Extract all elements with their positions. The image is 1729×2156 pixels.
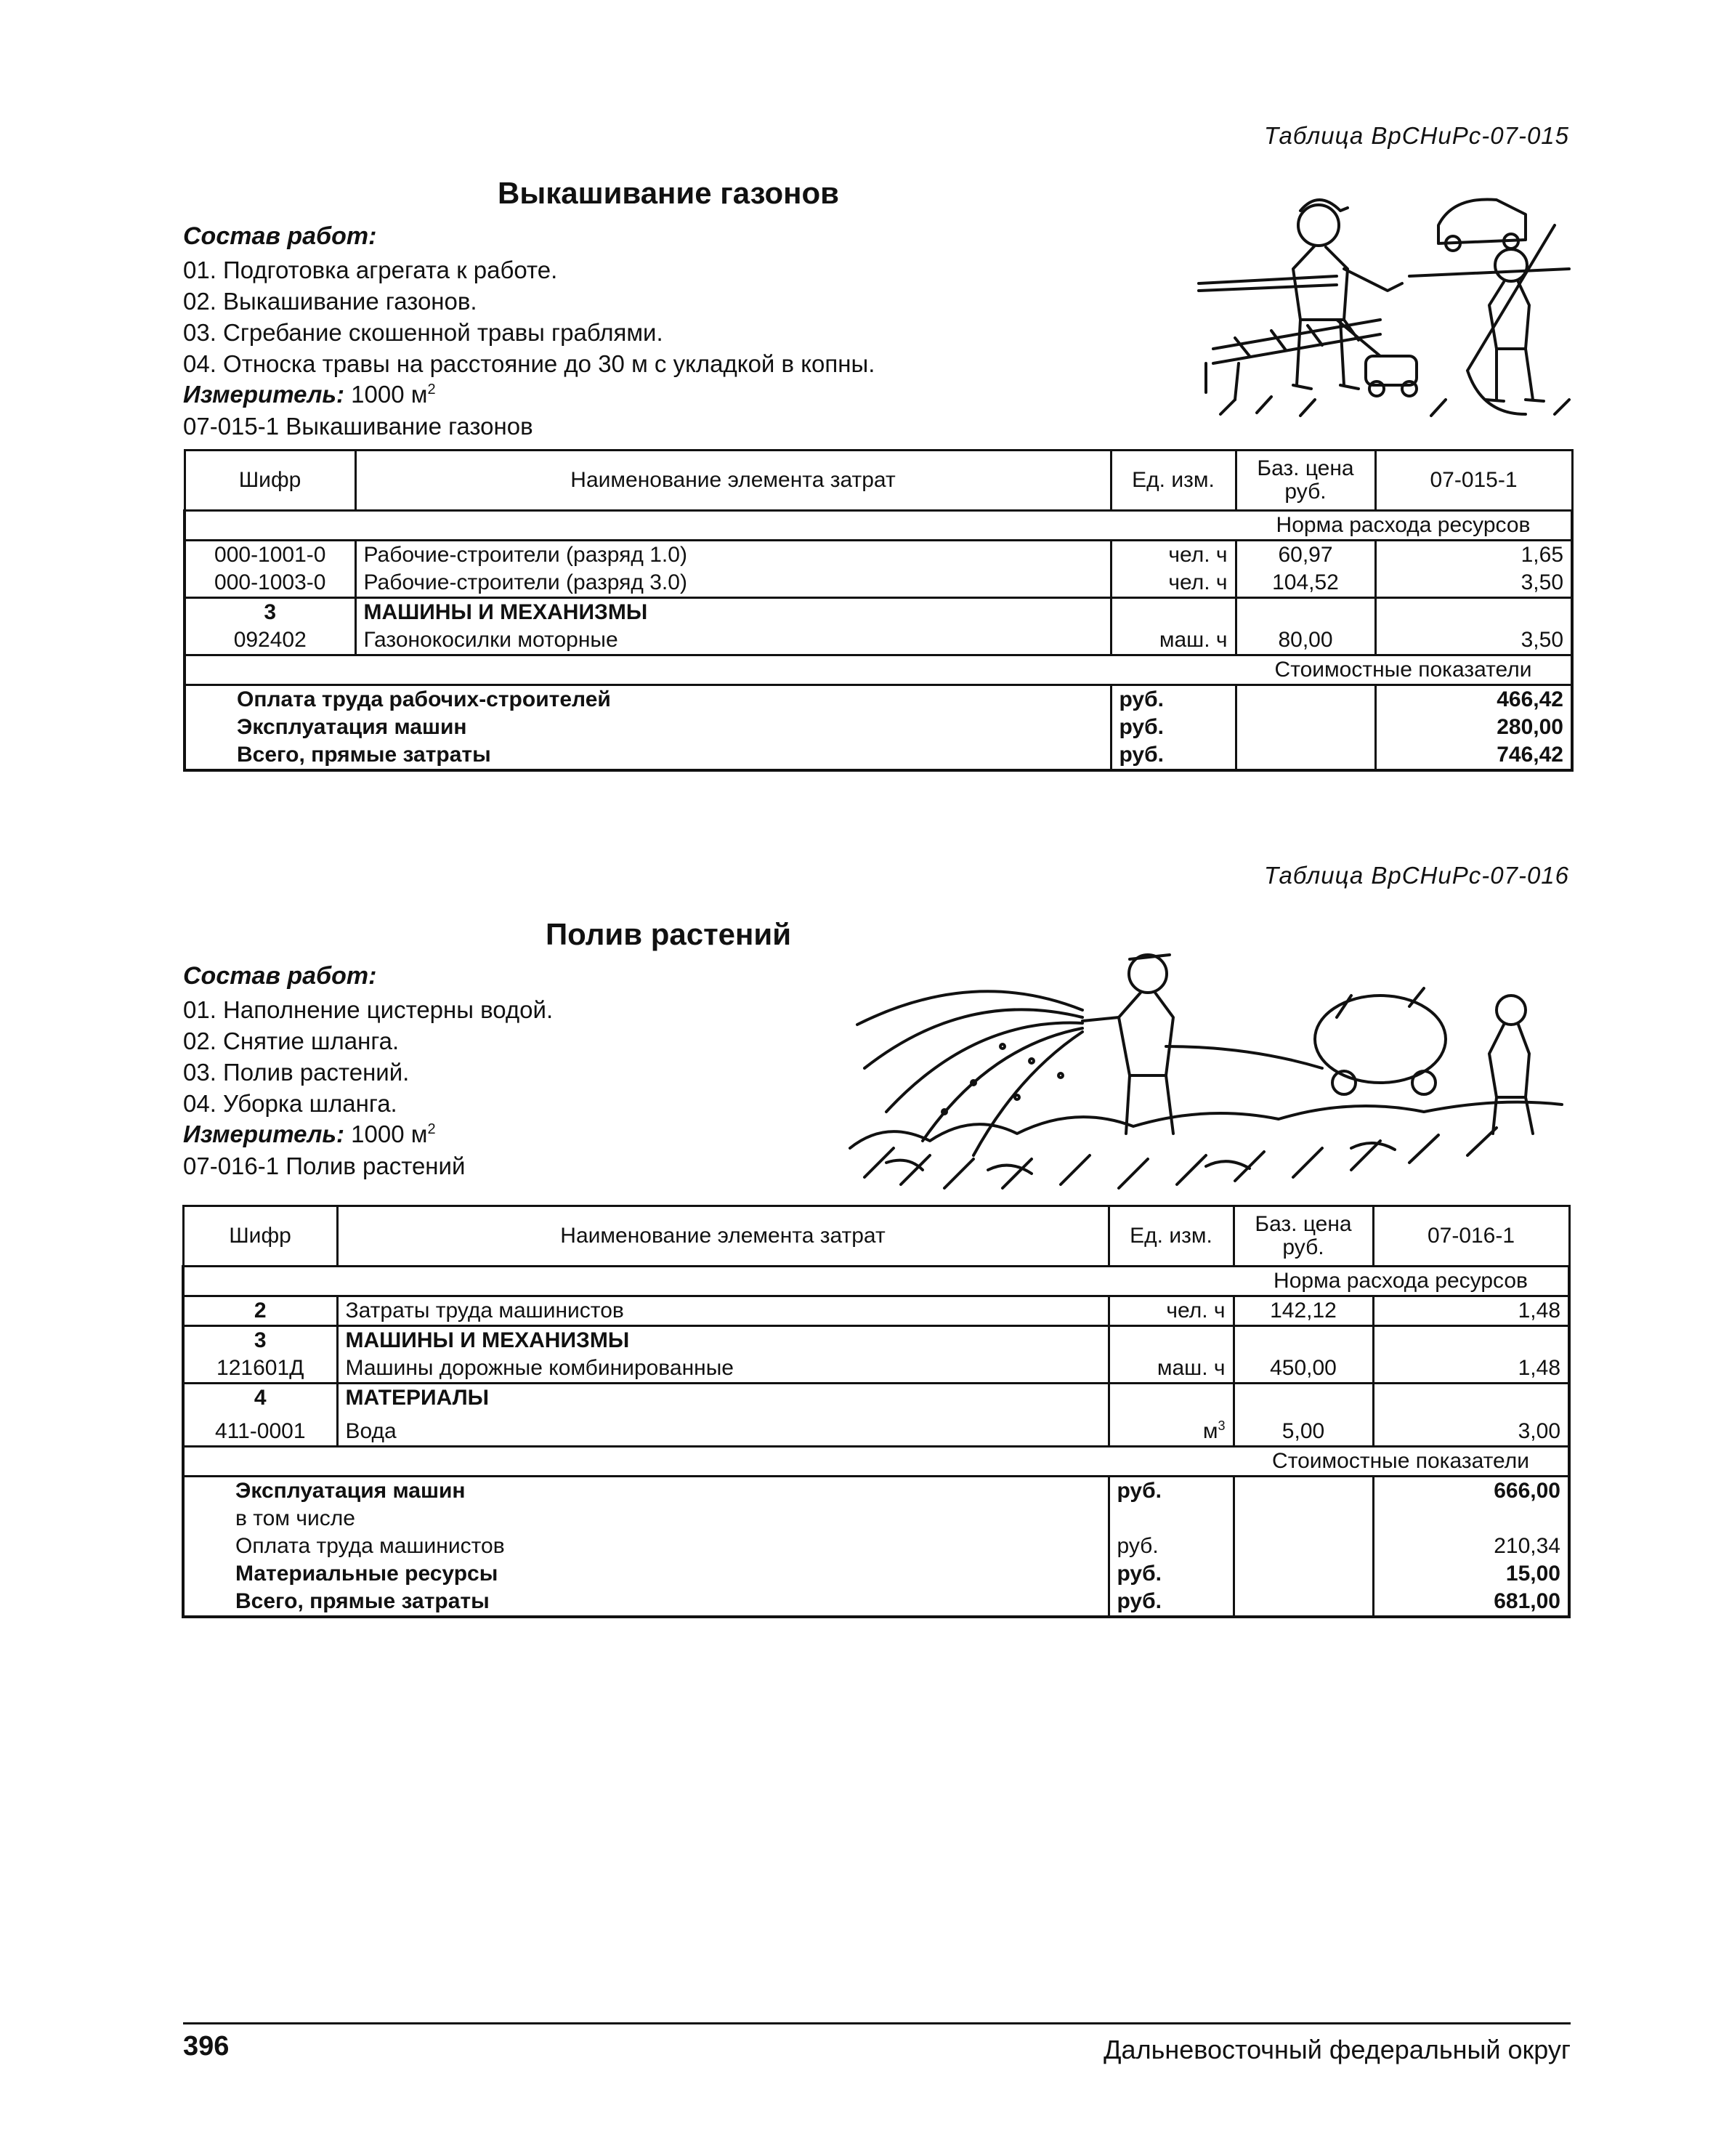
table-row — [183, 1354, 1569, 1384]
work-item: 01. Наполнение цистерны водой. — [183, 996, 554, 1023]
code-cell: 411-0001 — [183, 1412, 337, 1447]
code-cell: 2 — [183, 1296, 337, 1326]
cost-value: 681,00 — [1373, 1588, 1569, 1617]
name-cell: МАШИНЫ И МЕХАНИЗМЫ — [355, 598, 1111, 627]
value-cell: 3,50 — [1375, 569, 1572, 598]
unit-cell: чел. ч — [1109, 1296, 1234, 1326]
footer-divider — [183, 2022, 1571, 2024]
header-cell: Ед. изм. — [1109, 1206, 1234, 1267]
izm-label: Измеритель: — [183, 1121, 344, 1147]
price-cell — [1234, 1384, 1373, 1413]
name-cell: Рабочие-строители (разряд 1.0) — [355, 541, 1111, 570]
cost-label: Стоимостные показатели — [1236, 655, 1572, 685]
page-number: 396 — [183, 2031, 230, 2062]
cost-unit: руб. — [1111, 741, 1236, 770]
section-title-2: Полив растений — [545, 917, 792, 951]
cost-name: Всего, прямые затраты — [183, 1588, 1109, 1617]
cost-row — [185, 714, 1572, 741]
cost-value: 280,00 — [1375, 714, 1572, 741]
norma-row — [183, 1267, 1569, 1296]
code-cell: 121601Д — [183, 1354, 337, 1384]
price-cell: 80,00 — [1236, 626, 1375, 655]
cost-value — [1373, 1505, 1569, 1533]
work-item: 01. Подготовка агрегата к работе. — [183, 257, 558, 283]
cost-row — [183, 1560, 1569, 1588]
value-cell: 1,48 — [1373, 1354, 1569, 1384]
izm-sup: 2 — [427, 1121, 436, 1137]
table-row — [183, 1326, 1569, 1355]
work-item: 02. Снятие шланга. — [183, 1027, 400, 1054]
work-item: 03. Сгребание скошенной травы граблями. — [183, 319, 663, 346]
norma-label: Норма расхода ресурсов — [1234, 1267, 1569, 1296]
cost-row — [183, 1505, 1569, 1533]
cost-name: Эксплуатация машин — [183, 1477, 1109, 1506]
izm-sup: 2 — [427, 381, 436, 397]
cost-name: Эксплуатация машин — [185, 714, 1111, 741]
norma-row — [185, 511, 1572, 541]
work-item: 02. Выкашивание газонов. — [183, 288, 477, 315]
unit-cell: чел. ч — [1111, 541, 1236, 570]
value-cell: 3,50 — [1375, 626, 1572, 655]
value-cell: 1,48 — [1373, 1296, 1569, 1326]
table-ref-1: Таблица ВрСНиРс-07-015 — [1264, 122, 1569, 149]
cost-name: Всего, прямые затраты — [185, 741, 1111, 770]
cost-unit — [1109, 1505, 1234, 1533]
code-line-1: 07-015-1 Выкашивание газонов — [183, 413, 533, 440]
table-ref-2: Таблица ВрСНиРс-07-016 — [1264, 862, 1569, 889]
work-list-2 — [183, 994, 553, 1119]
code-line-2: 07-016-1 Полив растений — [183, 1152, 466, 1179]
value-cell — [1375, 598, 1572, 627]
work-item: 03. Полив растений. — [183, 1059, 410, 1086]
cost-row — [185, 685, 1572, 714]
cost-row — [183, 1477, 1569, 1506]
name-cell: Рабочие-строители (разряд 3.0) — [355, 569, 1111, 598]
table-row — [185, 626, 1572, 655]
value-cell — [1373, 1326, 1569, 1355]
price-cell: 104,52 — [1236, 569, 1375, 598]
price-cell — [1236, 598, 1375, 627]
table-row — [185, 598, 1572, 627]
code-cell: 3 — [183, 1326, 337, 1355]
sostav-label-2: Состав работ: — [183, 962, 377, 990]
izm-line-1 — [183, 381, 436, 408]
header-cell: 07-015-1 — [1375, 451, 1572, 511]
header-cell: Наименование элемента затрат — [355, 451, 1111, 511]
unit-text: м — [1202, 1419, 1218, 1443]
unit-cell: чел. ч — [1111, 569, 1236, 598]
work-list-1 — [183, 254, 875, 379]
lawn-mowing-illustration-icon — [1191, 182, 1598, 429]
table-row — [185, 569, 1572, 598]
price-cell: 5,00 — [1234, 1412, 1373, 1447]
unit-cell: маш. ч — [1109, 1354, 1234, 1384]
value-cell — [1373, 1384, 1569, 1413]
code-cell: 000-1003-0 — [185, 569, 355, 598]
table-row — [185, 541, 1572, 570]
izm-value: 1000 м — [351, 381, 428, 408]
code-cell: 092402 — [185, 626, 355, 655]
unit-sup: 3 — [1218, 1418, 1226, 1433]
table-header-row — [185, 451, 1572, 511]
cost-name: в том числе — [183, 1505, 1109, 1533]
unit-cell — [1109, 1384, 1234, 1413]
header-cell: Наименование элемента затрат — [337, 1206, 1109, 1267]
cost-row — [183, 1588, 1569, 1617]
value-cell: 1,65 — [1375, 541, 1572, 570]
watering-plants-illustration-icon — [843, 937, 1569, 1199]
name-cell: МАШИНЫ И МЕХАНИЗМЫ — [337, 1326, 1109, 1355]
code-cell: 000-1001-0 — [185, 541, 355, 570]
cost-unit: руб. — [1109, 1533, 1234, 1560]
header-cell: Шифр — [185, 451, 355, 511]
cost-value: 15,00 — [1373, 1560, 1569, 1588]
price-cell — [1234, 1326, 1373, 1355]
sostav-label-1: Состав работ: — [183, 222, 377, 250]
header-cell: Баз. цена руб. — [1236, 451, 1375, 511]
price-cell: 142,12 — [1234, 1296, 1373, 1326]
header-cell: Ед. изм. — [1111, 451, 1236, 511]
norma-label: Норма расхода ресурсов — [1236, 511, 1572, 541]
cost-unit: руб. — [1109, 1560, 1234, 1588]
price-cell: 60,97 — [1236, 541, 1375, 570]
unit-cell: маш. ч — [1111, 626, 1236, 655]
name-cell: МАТЕРИАЛЫ — [337, 1384, 1109, 1413]
izm-value: 1000 м — [351, 1121, 428, 1147]
izm-label: Измеритель: — [183, 381, 344, 408]
table-row — [183, 1296, 1569, 1326]
header-cell: Баз. цена руб. — [1234, 1206, 1373, 1267]
cost-value: 466,42 — [1375, 685, 1572, 714]
cost-name: Материальные ресурсы — [183, 1560, 1109, 1588]
resource-table-1 — [183, 449, 1574, 772]
cost-row — [185, 741, 1572, 770]
header-cell: Шифр — [183, 1206, 337, 1267]
code-cell: 3 — [185, 598, 355, 627]
unit-cell — [1111, 598, 1236, 627]
table-row — [183, 1412, 1569, 1447]
unit-cell — [1109, 1326, 1234, 1355]
cost-label: Стоимостные показатели — [1234, 1447, 1569, 1477]
cost-label-row — [183, 1447, 1569, 1477]
izm-line-2 — [183, 1121, 436, 1148]
table-row — [183, 1384, 1569, 1413]
cost-unit: руб. — [1111, 685, 1236, 714]
name-cell: Машины дорожные комбинированные — [337, 1354, 1109, 1384]
footer-district: Дальневосточный федеральный округ — [1104, 2035, 1571, 2064]
cost-label-row — [185, 655, 1572, 685]
cost-row — [183, 1533, 1569, 1560]
cost-name: Оплата труда машинистов — [183, 1533, 1109, 1560]
cost-value: 746,42 — [1375, 741, 1572, 770]
table-header-row — [183, 1206, 1569, 1267]
work-item: 04. Уборка шланга. — [183, 1090, 397, 1117]
code-cell: 4 — [183, 1384, 337, 1413]
name-cell: Затраты труда машинистов — [337, 1296, 1109, 1326]
cost-unit: руб. — [1109, 1477, 1234, 1506]
section-title-1: Выкашивание газонов — [498, 176, 839, 210]
cost-unit: руб. — [1111, 714, 1236, 741]
price-cell: 450,00 — [1234, 1354, 1373, 1384]
unit-cell — [1109, 1412, 1234, 1447]
work-item: 04. Относка травы на расстояние до 30 м с укладкой в копны. — [183, 350, 875, 377]
cost-value: 210,34 — [1373, 1533, 1569, 1560]
cost-name: Оплата труда рабочих-строителей — [185, 685, 1111, 714]
cost-unit: руб. — [1109, 1588, 1234, 1617]
resource-table-2 — [182, 1205, 1571, 1618]
name-cell: Вода — [337, 1412, 1109, 1447]
cost-value: 666,00 — [1373, 1477, 1569, 1506]
value-cell: 3,00 — [1373, 1412, 1569, 1447]
name-cell: Газонокосилки моторные — [355, 626, 1111, 655]
header-cell: 07-016-1 — [1373, 1206, 1569, 1267]
